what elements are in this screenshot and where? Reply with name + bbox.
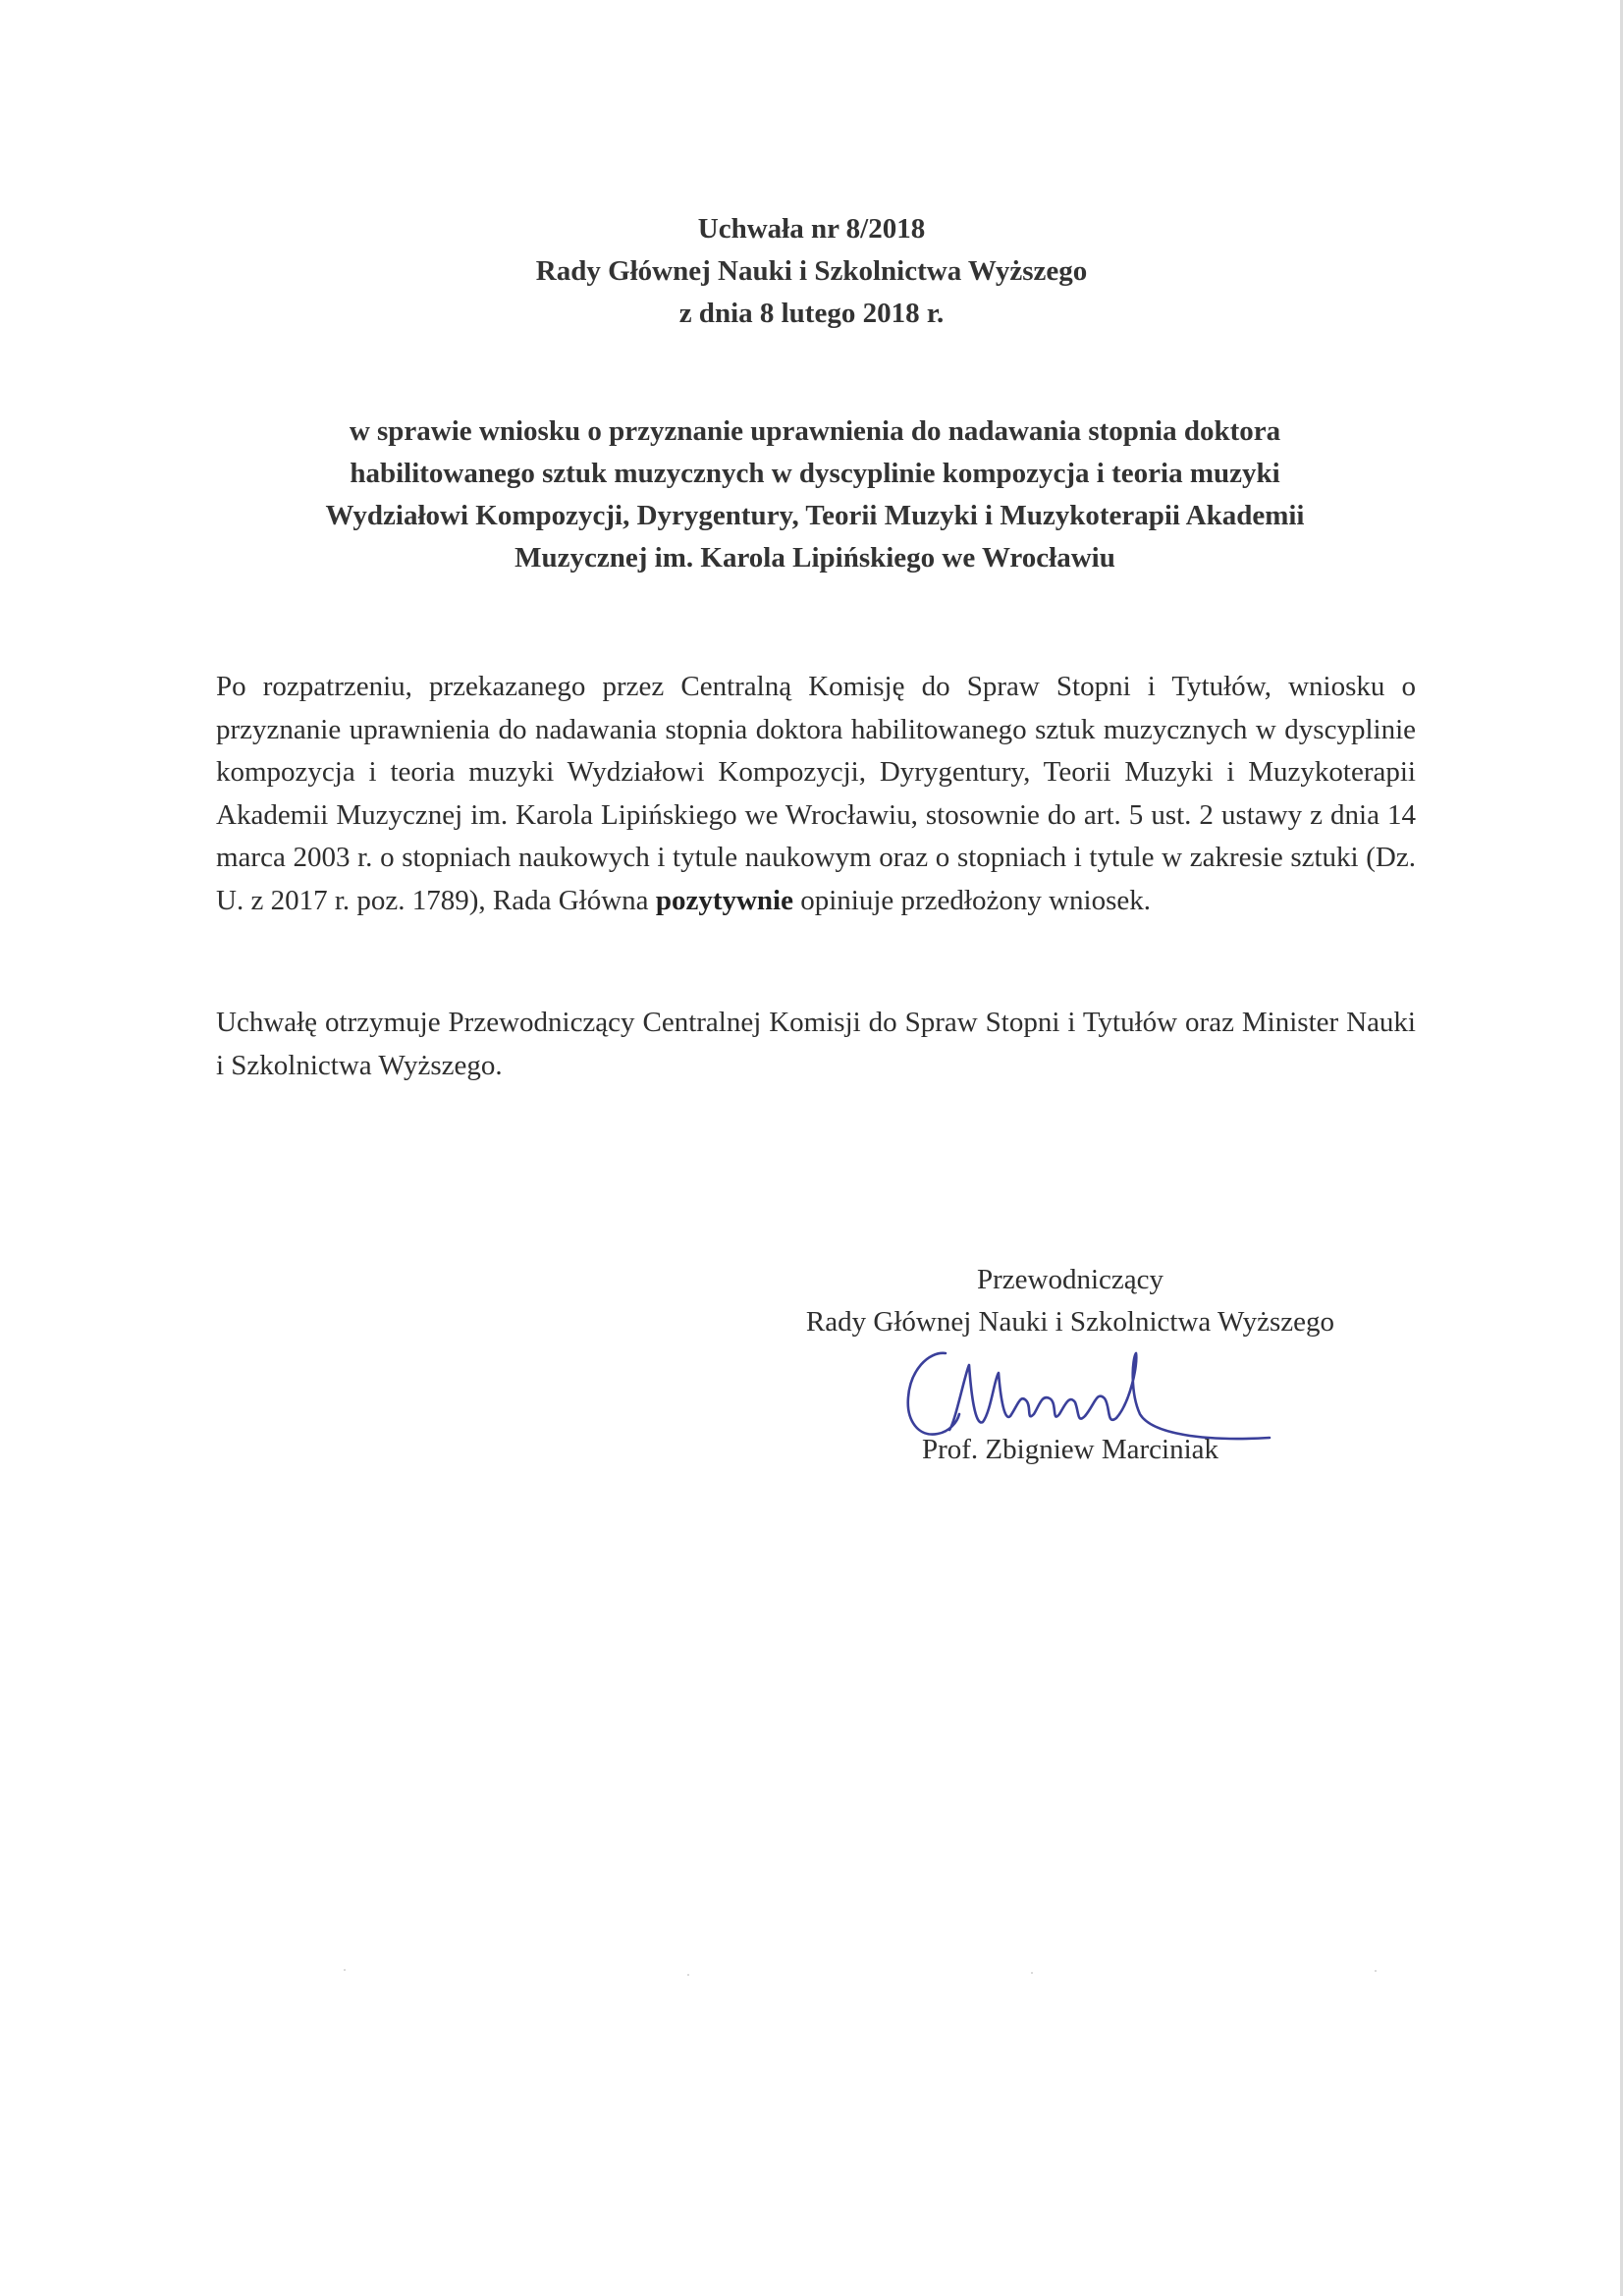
scan-speck [344,1969,346,1971]
signature-block [746,1259,1394,1343]
scan-speck [687,1974,689,1976]
body-paragraph-1 [216,666,1416,922]
signer-name: Prof. Zbigniew Marciniak [921,1434,1218,1465]
resolution-header [0,208,1623,335]
scan-speck [1375,1970,1377,1972]
signer-title: Przewodniczący [976,1264,1163,1295]
body-paragraph-2: Uchwałę otrzymuje Przewodniczący Centralnej Komisji do Spraw Stopni i Tytułów oraz Minister Nauki i Szkolnictwa Wyższego. [216,1007,1416,1081]
scan-speck [1031,1972,1033,1974]
paragraph-1-emphasis: pozytywnie [655,884,793,916]
resolution-number: Uchwała nr 8/2018 [697,213,926,245]
resolution-subject [226,410,1404,579]
signature-stroke [908,1353,1270,1439]
paragraph-1-tail: opiniuje przedłożony wniosek. [792,884,1152,916]
resolution-date: z dnia 8 lutego 2018 r. [678,298,945,329]
subject-line: Wydziałowi Kompozycji, Dyrygentury, Teorii Muzyki i Muzykoterapii Akademii [325,500,1305,531]
subject-line: w sprawie wniosku o przyznanie uprawnienia do nadawania stopnia doktora [349,415,1281,447]
issuing-body: Rady Głównej Nauki i Szkolnictwa Wyższego [535,255,1088,287]
subject-line: habilitowanego sztuk muzycznych w dyscyplinie kompozycja i teoria muzyki [350,458,1280,489]
subject-line: Muzycznej im. Karola Lipińskiego we Wrocławiu [514,542,1115,574]
signer-organization: Rady Głównej Nauki i Szkolnictwa Wyższego [805,1306,1335,1338]
paragraph-1-text: Po rozpatrzeniu, przekazanego przez Centralną Komisję do Spraw Stopni i Tytułów, wniosku o przyznanie uprawnienia do nadawania stopnia doktora habilitowanego sztuk muzycznych w dyscyplinie kompozycja i teoria muzyki Wydziałowi Kompozycji, Dyrygentury, Teorii Muzyki i Muzykoterapii Akademii Muzycznej im. Karola Lipińskiego we Wrocławiu, stosownie do art. 5 ust. 2 ustawy z dnia 14 marca 2003 r. o stopniach naukowych i tytule naukowym oraz o stopniach i tytule w zakresie sztuki (Dz. U. z 2017 r. poz. 1789), Rada Główna [216,671,1416,916]
